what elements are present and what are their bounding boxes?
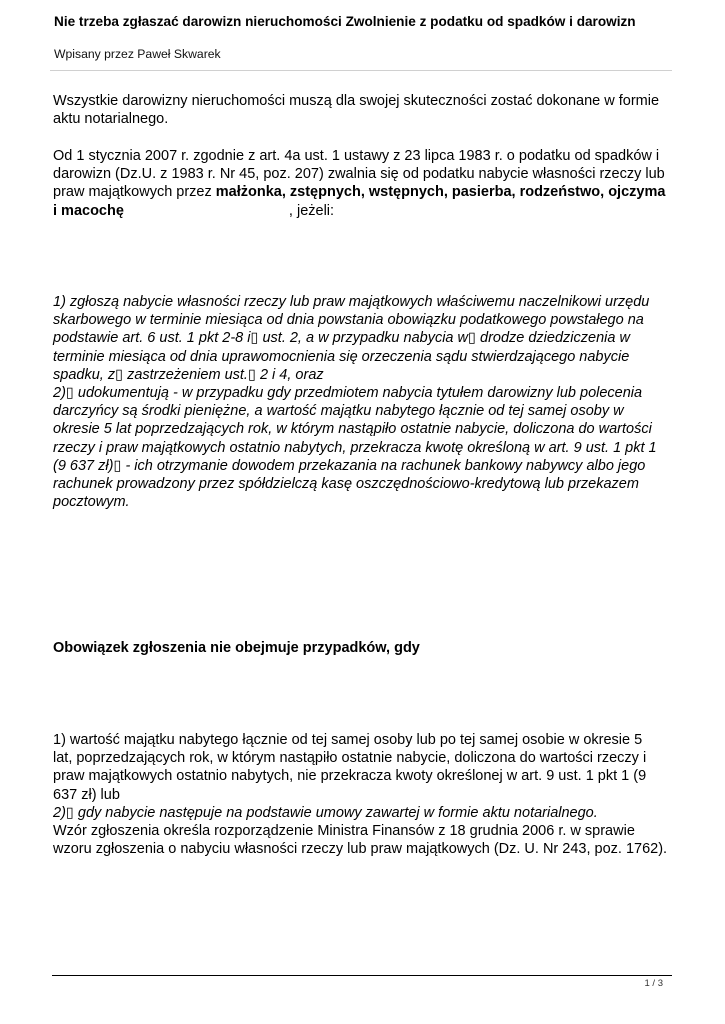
intro-paragraph — [53, 92, 678, 128]
exemption-line-3 — [53, 183, 678, 201]
page-number: 1 / 3 — [644, 978, 663, 989]
exception-line: praw majątkowych ostatnio nabytych, nie przekracza kwoty określonej w art. 9 ust. 1 pkt 1 (9 — [53, 768, 647, 785]
conditions-list — [53, 293, 678, 511]
condition-line: okresie 5 lat poprzedzających rok, w którym nastąpiło ostatnie nabycie, doliczona do wartości — [53, 421, 652, 438]
condition-line: spadku, z▯ zastrzeżeniem ust.▯ 2 i 4, oraz — [53, 366, 324, 383]
exemption-line-4 — [53, 202, 678, 220]
condition-line: 2)▯ udokumentują - w przypadku gdy przedmiotem nabycia tytułem darowizny lub polecenia — [53, 385, 643, 402]
closing-line: wzoru zgłoszenia o nabyciu własności rzeczy lub praw majątkowych (Dz. U. Nr 243, poz. 1762). — [53, 841, 668, 858]
exemption-paragraph — [53, 147, 678, 220]
exception-line-italic: 2)▯ gdy nabycie następuje na podstawie umowy zawartej w formie aktu notarialnego. — [53, 804, 598, 821]
author-line: Wpisany przez Paweł Skwarek — [54, 47, 221, 61]
closing-line: Wzór zgłoszenia określa rozporządzenie Ministra Finansów z 18 grudnia 2006 r. w sprawie — [53, 823, 635, 840]
condition-line: podstawie art. 6 ust. 1 pkt 2-8 i▯ ust. 2, a w przypadku nabycia w▯ drodze dziedziczenia w — [53, 330, 630, 347]
exception-line: 1) wartość majątku nabytego łącznie od tej samej osoby lub po tej samej osobie w okresie 5 — [53, 732, 643, 748]
exceptions-list — [53, 731, 678, 858]
page-header-title: Nie trzeba zgłaszać darowizn nieruchomości Zwolnienie z podatku od spadków i darowizn — [54, 14, 636, 29]
condition-line: rachunek prowadzony przez spółdzielczą kasę oszczędnościowo-kredytową lub przekazem — [53, 476, 639, 493]
exemption-persons-bold: małżonka, zstępnych, wstępnych, pasierba, rodzeństwo, ojczyma — [215, 184, 666, 201]
exceptions-heading: Obowiązek zgłoszenia nie obejmuje przypadków, gdy — [53, 640, 420, 656]
exemption-line-2: darowizn (Dz.U. z 1983 r. Nr 45, poz. 207) zwalnia się od podatku nabycie własności rzeczy lub — [53, 166, 665, 183]
exemption-persons-bold-end: i macochę — [53, 202, 124, 219]
condition-line: rzeczy i praw majątkowych ostatnio nabytych, przekracza kwotę określoną w art. 9 ust. 1 pkt 1 — [53, 439, 657, 456]
condition-line: darczyńcy są środki pieniężne, a wartość majątku nabytego łącznie od tej samej osoby w — [53, 403, 624, 420]
condition-line: skarbowego w terminie miesiąca od dnia powstania obowiązku podatkowego powstałego na — [53, 312, 644, 329]
header-divider — [50, 70, 672, 71]
footer-divider — [52, 975, 672, 976]
exception-line: lat, poprzedzających rok, w którym nastąpiło ostatnie nabycie, doliczona do wartości rzeczy i — [53, 750, 647, 767]
condition-line: pocztowym. — [53, 494, 130, 511]
exemption-line-4-end: , jeżeli: — [288, 202, 335, 219]
intro-line-1: Wszystkie darowizny nieruchomości muszą dla swojej skuteczności zostać dokonane w formie — [53, 93, 660, 109]
exception-line: 637 zł) lub — [53, 786, 120, 803]
condition-line: (9 637 zł)▯ - ich otrzymanie dowodem przekazania na rachunek bankowy nabywcy albo jego — [53, 457, 646, 474]
exemption-line-1: Od 1 stycznia 2007 r. zgodnie z art. 4a ust. 1 ustawy z 23 lipca 1983 r. o podatku od spadków i — [53, 148, 660, 164]
exemption-line-3-text: praw majątkowych przez — [53, 184, 216, 201]
intro-line-2: aktu notarialnego. — [53, 111, 169, 128]
condition-line: 1) zgłoszą nabycie własności rzeczy lub praw majątkowych właściwemu naczelnikowi urzędu — [53, 294, 650, 310]
condition-line: terminie miesiąca od dnia uprawomocnienia się orzeczenia sądu stwierdzającego nabycie — [53, 348, 630, 365]
